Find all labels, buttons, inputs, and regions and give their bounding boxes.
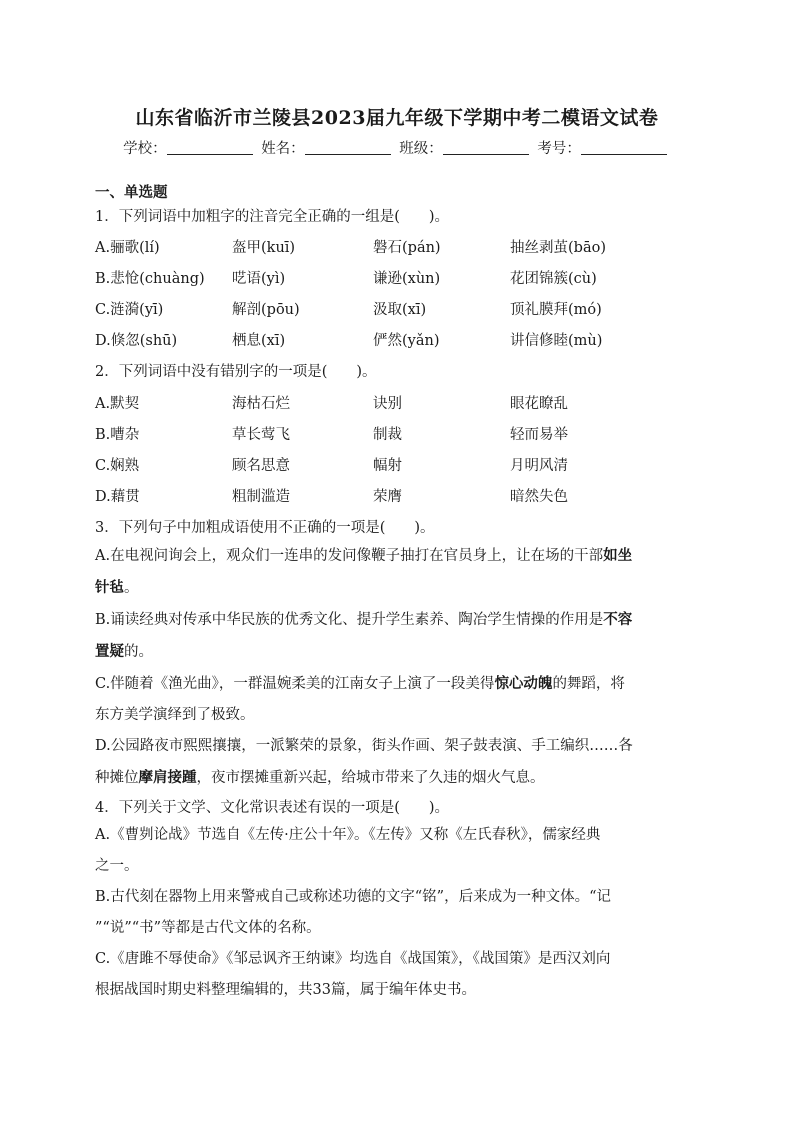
- question-3-stem: 3．下列句子中加粗成语使用不正确的一项是( )。: [95, 520, 435, 536]
- option-line: [95, 731, 695, 762]
- option-cell: 顶礼膜拜(mó): [510, 302, 602, 318]
- option-cell: 月明风清: [510, 458, 568, 474]
- option-text: 的。: [124, 644, 153, 660]
- option-text: 种摊位: [95, 770, 139, 786]
- option-cell: 轻而易举: [510, 427, 568, 443]
- option-cell: 制裁: [373, 427, 402, 443]
- exam-number-label: 考号：: [537, 141, 581, 157]
- option-cell: A.骊歌(lí): [95, 240, 160, 256]
- option-cell: 抽丝剥茧(bāo): [510, 240, 606, 256]
- option-cell: 谦逊(xùn): [373, 271, 441, 287]
- option-cell: 幅射: [373, 458, 402, 474]
- option-cell: 呓语(yì): [232, 271, 286, 287]
- student-info-line: [0, 137, 794, 158]
- option-cell: 草长莺飞: [232, 427, 290, 443]
- school-blank[interactable]: [167, 140, 253, 155]
- question-3-options: [95, 540, 695, 794]
- option-cell: 花团锦簇(cù): [510, 271, 597, 287]
- section-heading: 一、单选题: [95, 184, 168, 201]
- school-label: 学校：: [123, 141, 167, 157]
- option-cell: 汲取(xī): [373, 302, 427, 318]
- option-line: [95, 762, 695, 794]
- option-cell: 眼花瞭乱: [510, 396, 568, 412]
- bold-idiom: 不容: [603, 611, 633, 628]
- option-line: [95, 700, 695, 731]
- bold-idiom: 置疑: [95, 643, 124, 660]
- question-2-stem: 2．下列词语中没有错别字的一项是( )。: [95, 364, 377, 380]
- option-cell: 栖息(xī): [232, 333, 286, 349]
- question-1-stem: 1．下列词语中加粗字的注音完全正确的一组是( )。: [95, 209, 450, 225]
- option-text: 东方美学演绎到了极致。: [95, 707, 255, 723]
- option-cell: 俨然(yǎn): [373, 333, 440, 349]
- option-text: 的舞蹈，将: [552, 676, 625, 692]
- option-line: C.《唐雎不辱使命》《邹忌讽齐王纳谏》均选自《战国策》，《战国策》是西汉刘向: [95, 951, 611, 967]
- option-cell: A.默契: [95, 396, 140, 412]
- exam-title: 山东省临沂市兰陵县2023届九年级下学期中考二模语文试卷: [135, 107, 659, 129]
- option-cell: 磐石(pán): [373, 240, 441, 256]
- option-cell: 盔甲(kuī): [232, 240, 296, 256]
- option-cell: C.涟漪(yī): [95, 302, 164, 318]
- option-cell: 讲信修睦(mù): [510, 333, 603, 349]
- option-line: A.《曹刿论战》节选自《左传·庄公十年》。《左传》又称《左氏春秋》，儒家经典: [95, 827, 601, 843]
- bold-idiom: 针毡: [95, 579, 124, 596]
- option-line: [95, 540, 695, 572]
- option-cell: 顾名思意: [232, 458, 290, 474]
- option-text: D.公园路夜市熙熙攘攘，一派繁荣的景象，街头作画、架子鼓表演、手工编织……各: [95, 738, 633, 754]
- option-line: 根据战国时期史料整理编辑的，共33篇，属于编年体史书。: [95, 982, 476, 998]
- bold-idiom: 惊心动魄: [494, 675, 553, 692]
- option-line: [95, 668, 695, 700]
- option-text: C.伴随着《渔光曲》，一群温婉柔美的江南女子上演了一段美得: [95, 676, 495, 692]
- option-cell: D.倏忽(shū): [95, 333, 178, 349]
- option-text: ，夜市摆摊重新兴起，给城市带来了久违的烟火气息。: [196, 770, 545, 786]
- option-cell: 暗然失色: [510, 489, 568, 505]
- option-cell: C.娴熟: [95, 458, 140, 474]
- option-cell: B.嘈杂: [95, 427, 140, 443]
- option-line: ”“说”“书”等都是古代文体的名称。: [95, 920, 321, 936]
- option-cell: 粗制滥造: [232, 489, 290, 505]
- option-line: 之一。: [95, 858, 139, 874]
- question-4-options: [95, 820, 695, 1006]
- option-line: B.古代刻在器物上用来警戒自己或称述功德的文字“铭”，后来成为一种文体。“记: [95, 889, 612, 905]
- option-cell: 海枯石烂: [232, 396, 290, 412]
- name-blank[interactable]: [305, 140, 391, 155]
- option-cell: 解剖(pōu): [232, 302, 300, 318]
- option-cell: B.悲怆(chuàng): [95, 271, 205, 287]
- exam-number-blank[interactable]: [581, 140, 667, 155]
- class-blank[interactable]: [443, 140, 529, 155]
- option-line: [95, 572, 695, 604]
- option-line: [95, 636, 695, 668]
- option-text: 。: [124, 580, 139, 596]
- option-text: B.诵读经典对传承中华民族的优秀文化、提升学生素养、陶冶学生情操的作用是: [95, 612, 604, 628]
- class-label: 班级：: [399, 141, 443, 157]
- question-4-stem: 4．下列关于文学、文化常识表述有误的一项是( )。: [95, 800, 450, 816]
- option-line: [95, 604, 695, 636]
- bold-idiom: 摩肩接踵: [138, 769, 197, 786]
- option-cell: 诀别: [373, 396, 402, 412]
- option-cell: D.藉贯: [95, 489, 140, 505]
- name-label: 姓名：: [261, 141, 305, 157]
- option-cell: 荣膺: [373, 489, 402, 505]
- option-text: A.在电视问询会上，观众们一连串的发问像鞭子抽打在官员身上，让在场的干部: [95, 548, 604, 564]
- bold-idiom: 如坐: [603, 547, 633, 564]
